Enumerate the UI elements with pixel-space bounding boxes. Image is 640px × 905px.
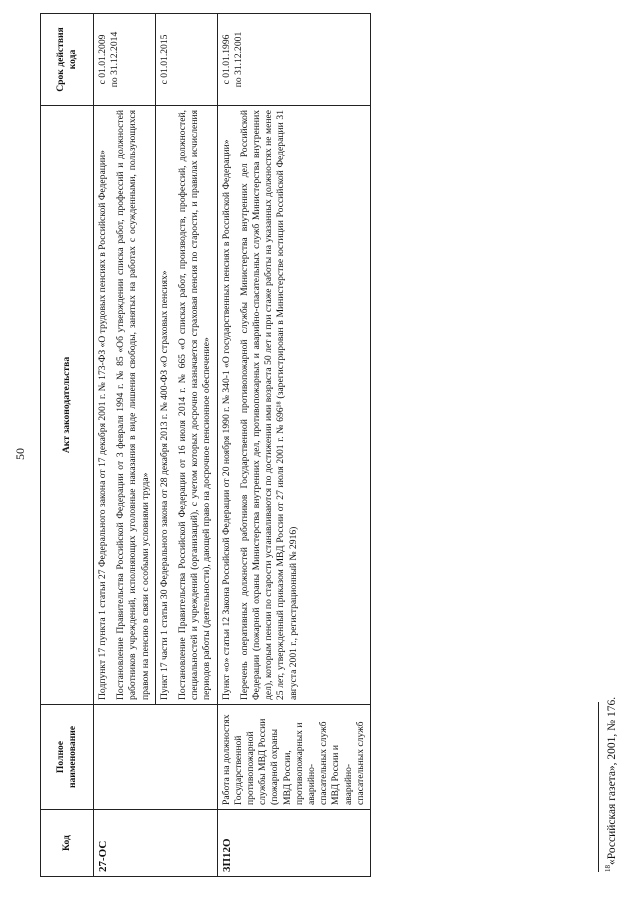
row-act [94,106,156,705]
footnote-text: «Российская газета», 2001, № 176. [605,696,618,865]
term-from: с 01.01.1996 [220,34,232,85]
row-name [94,705,218,810]
legislation-table [40,13,371,877]
act-text-secondary: Постановление Правительства Российской Федерации от 16 июля 2014 г. № 665 «О списках работ, производств, профессий, должностей, специальностей и учреждений (организаций), с учетом которых досрочно назначается страховая пенсия по старости, и правилах исчисления периодов работы (деятельности), дающей право на досрочное пенсионное обеспечение» [177,110,213,700]
header-code: Код [41,810,94,877]
page-number: 50 [13,448,27,460]
header-act: Акт законодательства [41,106,94,705]
row-code: 3П12О [217,810,370,877]
row-term [94,14,156,106]
table-row [94,14,156,877]
term-to: по 31.12.2014 [109,31,121,88]
row-term [217,14,370,106]
header-term: Срок действия кода [41,14,94,106]
footnote-mark: 18 [604,865,612,872]
table-row [217,14,370,877]
act-text: Подпункт 17 пункта 1 статьи 27 Федерального закона от 17 декабря 2001 г. № 173-ФЗ «О трудовых пенсиях в Российской Федерации» [97,150,108,700]
row-name: Работа на должностях Государственной противопожарной службы МВД России (пожарной охраны МВД России, противопожарных и аварийно-спасательных служб МВД России и аварийно-спасательных служб [217,705,370,810]
act-text-secondary: Перечень оперативных должностей работников Государственной противопожарной службы Министерства внутренних дел Российской Федерации (пожарной охраны Министерства внутренних дел, противопожарных и аварийно-спасательных служб Министерства внутренних дел), которым пенсии по старости устанавливаются по достижении ими возраста 50 лет и при стаже работы на указанных должностях не менее 25 лет, утвержденный приказом МВД России от 27 июля 2001 г. № 696¹⁸ (зарегистрирован в Министерстве юстиции Российской Федерации 31 августа 2001 г., регистрационный № 2916) [238,110,299,700]
row-term [155,14,217,106]
term-from: с 01.01.2015 [158,34,170,85]
act-text-secondary: Постановление Правительства Российской Федерации от 3 февраля 1994 г. № 85 «Об утверждении списка работ, профессий и должностей работников учреждений, исполняющих уголовные наказания в виде лишения свободы, занятых на работах с осужденными, пользующихся правом на пенсию в связи с особыми условиями труда» [115,110,151,700]
term-from: с 01.01.2009 [97,34,108,85]
footnote [604,697,618,872]
row-code: 27-ОС [94,810,218,877]
act-text: Пункт «о» статьи 12 Закона Российской Федерации от 20 ноября 1990 г. № 340-1 «О государственных пенсиях в Российской Федерации» [220,139,232,700]
row-act [155,106,217,705]
act-text: Пункт 17 части 1 статьи 30 Федерального закона от 28 декабря 2013 г. № 400-ФЗ «О страховых пенсиях» [158,270,170,700]
term-to: по 31.12.2001 [232,31,244,88]
footnote-separator [598,702,599,872]
table-header-row [41,14,94,877]
row-act [217,106,370,705]
header-name: Полное наименование [41,705,94,810]
